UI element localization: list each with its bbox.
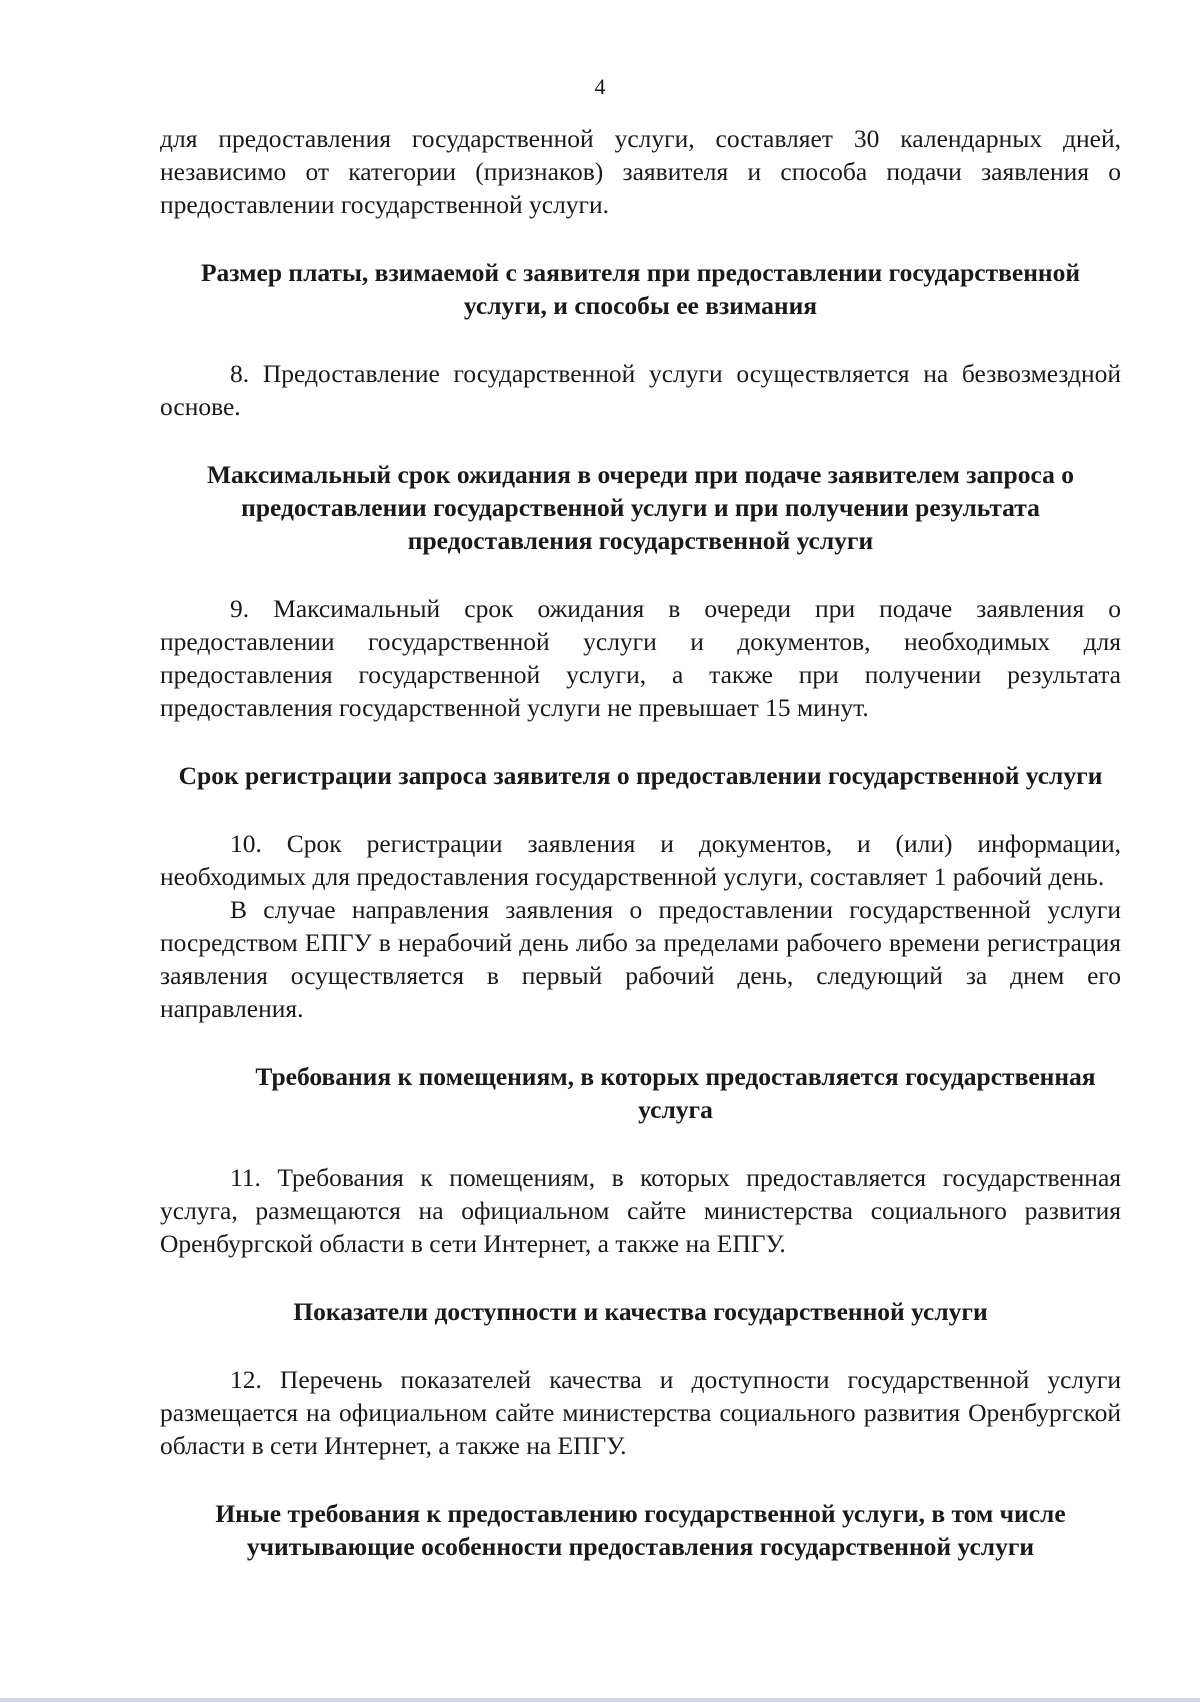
section-heading-registration: Срок регистрации запроса заявителя о предоставлении государственной услуги [178,761,1103,790]
paragraph-continuation: для предоставления государственной услуги, составляет 30 календарных дней, независимо от категории (признаков) заявителя и способа подачи заявления о предоставлении государственной услуги. [160,124,1121,219]
section-heading-queue: Максимальный срок ожидания в очереди при подаче заявителем запроса о предоставлении государственной услуги и при получении результата предоставления государственной услуги [206,460,1074,555]
document-body [160,122,1121,1563]
section-heading-premises: Требования к помещениям, в которых предоставляется государственная услуга [255,1062,1096,1124]
section-heading-quality: Показатели доступности и качества государственной услуги [293,1297,988,1326]
paragraph-11: 11. Требования к помещениям, в которых предоставляется государственная услуга, размещаются на официальном сайте министерства социального развития Оренбургской области в сети Интернет, а также на ЕПГУ. [160,1163,1121,1258]
section-heading-fee: Размер платы, взимаемой с заявителя при предоставлении государственной услуги, и способы ее взимания [200,258,1081,320]
paragraph-12: 12. Перечень показателей качества и доступности государственной услуги размещается на официальном сайте министерства социального развития Оренбургской области в сети Интернет, а также на ЕПГУ. [160,1365,1121,1460]
scan-edge-strip [0,1698,1200,1702]
paragraph-9: 9. Максимальный срок ожидания в очереди при подаче заявления о предоставлении государственной услуги и документов, необходимых для предоставления государственной услуги, а также при получении результата предоставления государственной услуги не превышает 15 минут. [160,594,1121,722]
paragraph-10: 10. Срок регистрации заявления и документов, и (или) информации, необходимых для предоставления государственной услуги, составляет 1 рабочий день. [160,829,1121,891]
section-heading-other-requirements: Иные требования к предоставлению государственной услуги, в том числе учитывающие особенности предоставления государственной услуги [215,1499,1066,1561]
paragraph-10-continued: В случае направления заявления о предоставлении государственной услуги посредством ЕПГУ в нерабочий день либо за пределами рабочего времени регистрация заявления осуществляется в первый рабочий день, следующий за днем его направления. [160,895,1121,1023]
paragraph-8: 8. Предоставление государственной услуги осуществляется на безвозмездной основе. [160,359,1121,421]
page-number: 4 [594,74,606,99]
